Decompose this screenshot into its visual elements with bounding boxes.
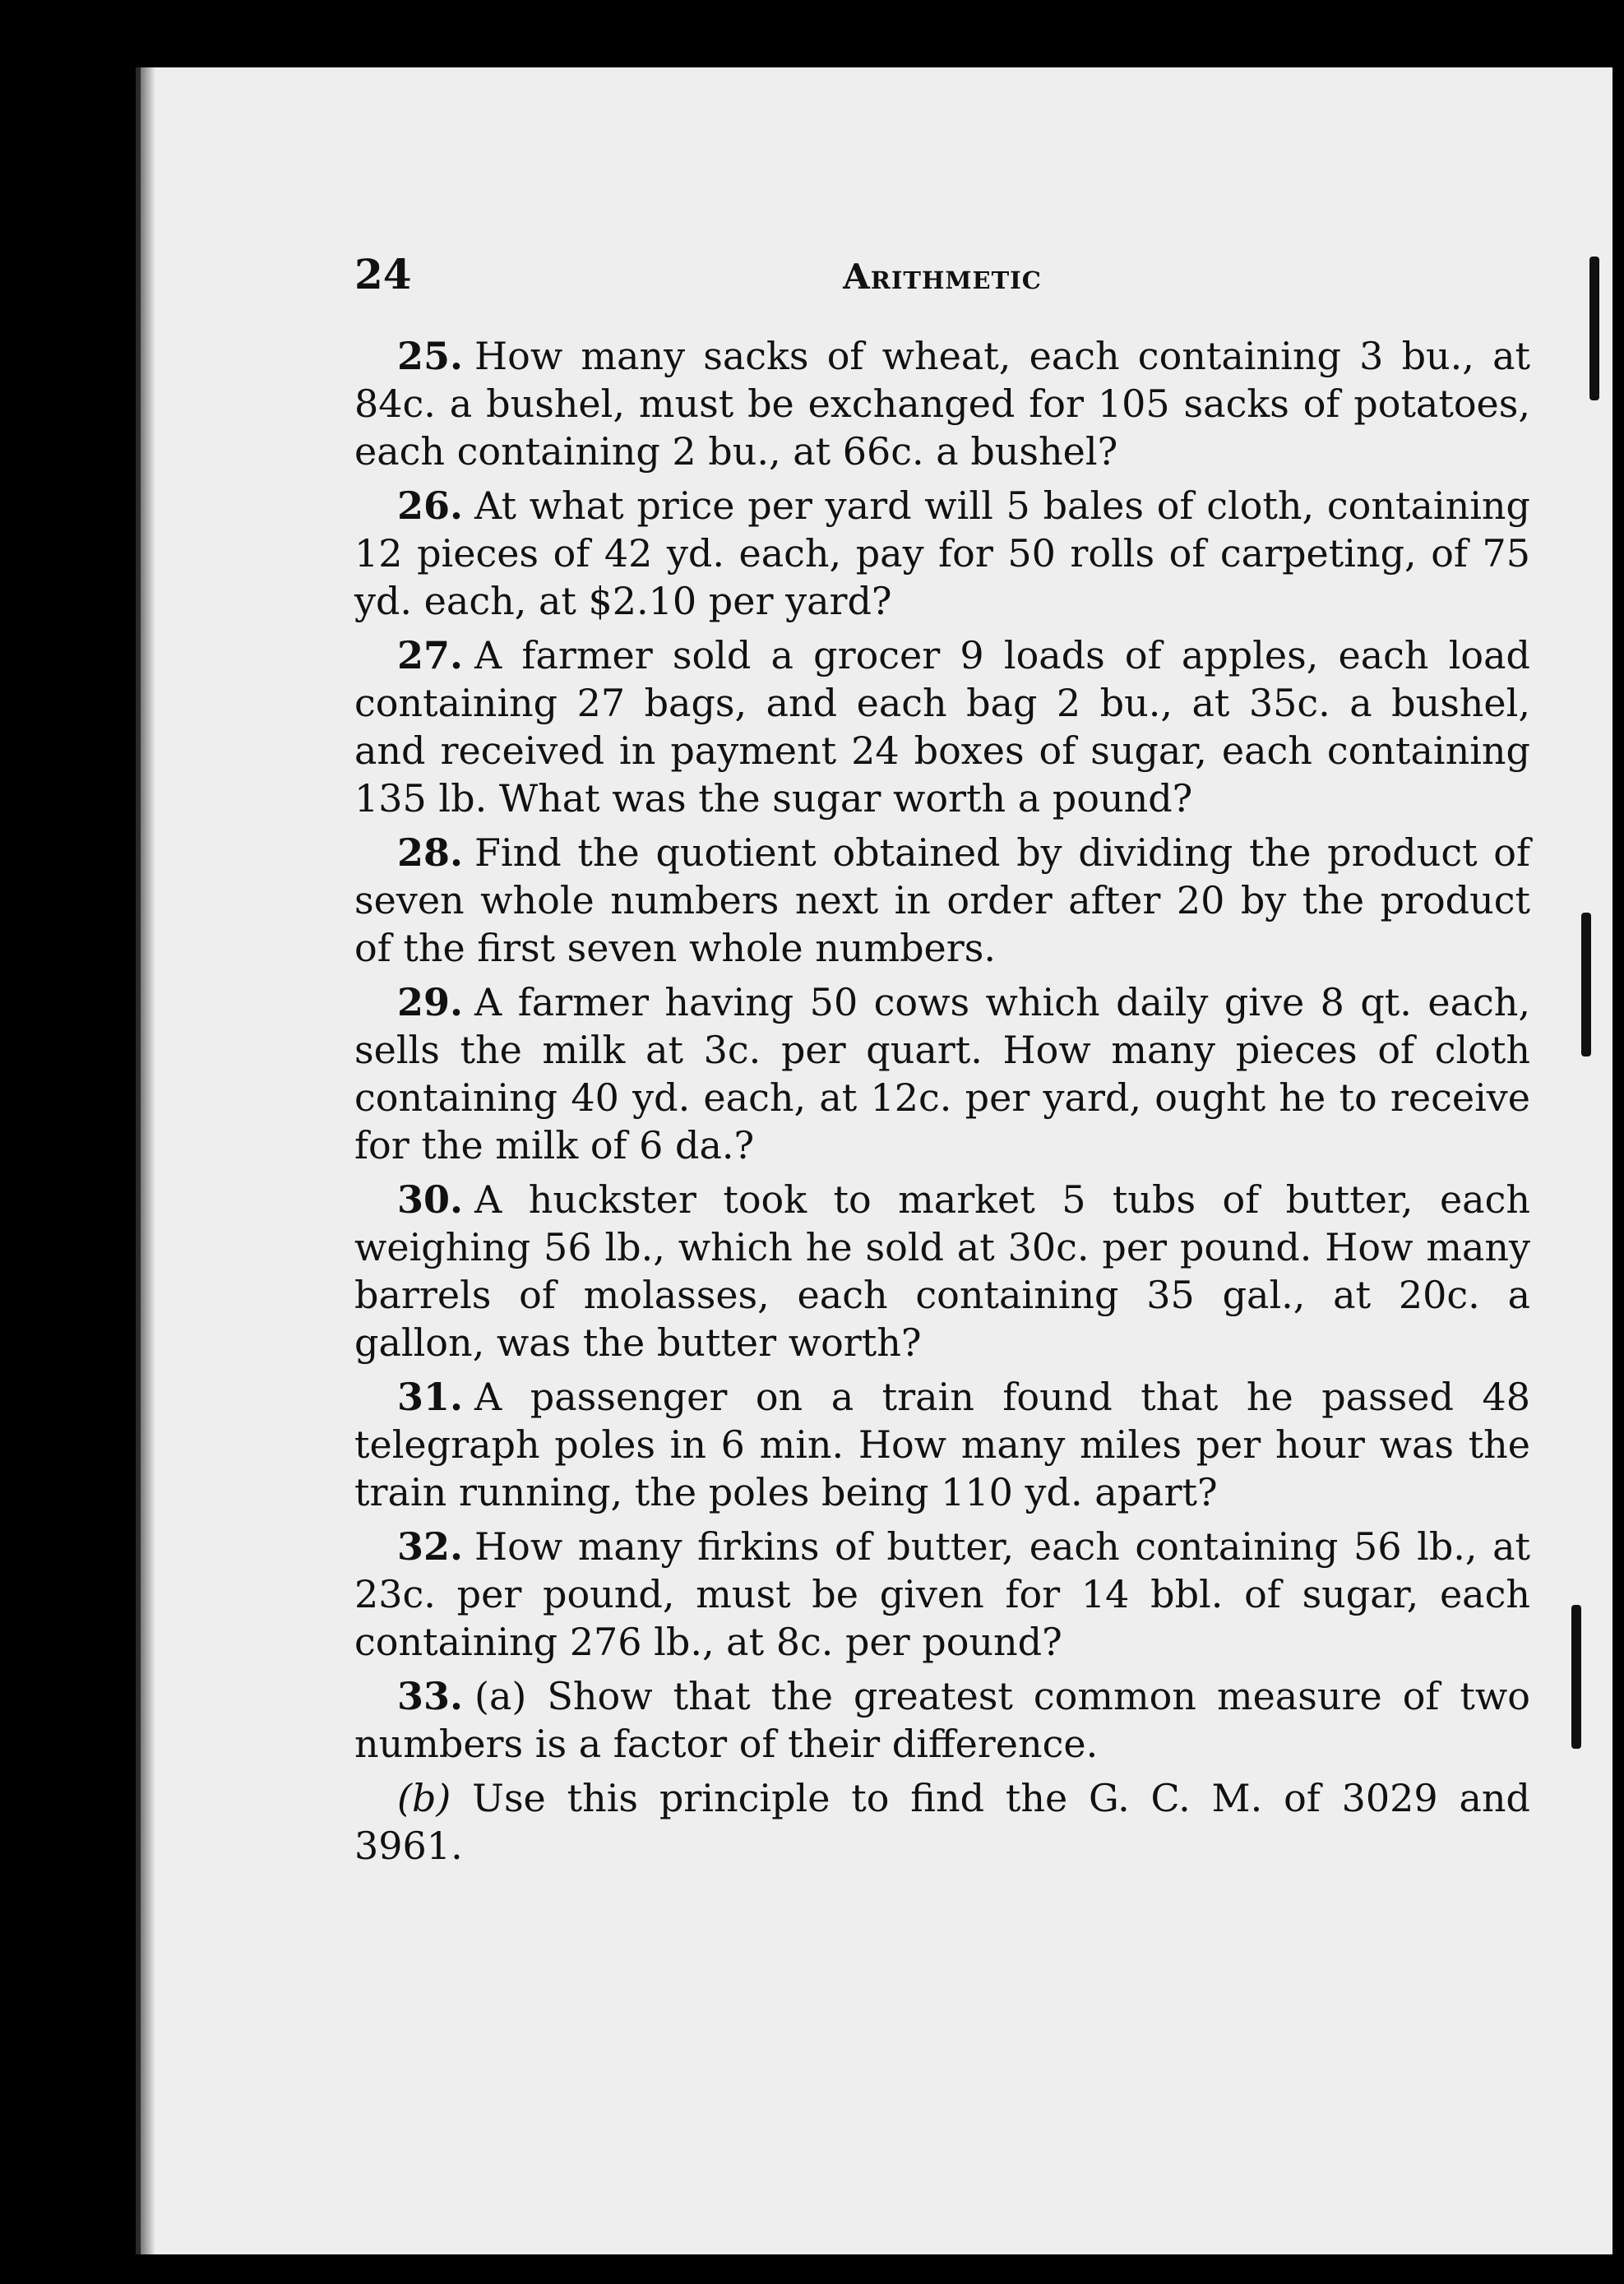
problem-text: How many firkins of butter, each containing 56 lb., at 23c. per pound, must be given for 14 bbl. of sugar, each containing 276 lb., at 8c. per pound? <box>354 1524 1530 1664</box>
problem-text: A huckster took to market 5 tubs of butter, each weighing 56 lb., which he sold at 30c. per pound. How many barrels of molasses, each containing 35 gal., at 20c. a gallon, was the butter worth? <box>354 1177 1530 1365</box>
problem-number: 31. <box>397 1375 464 1419</box>
scan-mark-3 <box>1571 1605 1581 1749</box>
problem-31 <box>354 1373 1530 1516</box>
running-head <box>354 250 1530 332</box>
problem-26 <box>354 482 1530 625</box>
problem-number: 32. <box>397 1524 464 1569</box>
page-gutter-shadow <box>141 67 155 2254</box>
problem-number: 29. <box>397 980 464 1024</box>
problem-30 <box>354 1176 1530 1366</box>
running-title: Arithmetic <box>843 257 1042 297</box>
problem-32 <box>354 1523 1530 1666</box>
problem-text: A passenger on a train found that he passed 48 telegraph poles in 6 min. How many miles per hour was the train running, the poles being 110 yd. apart? <box>354 1375 1530 1514</box>
problem-text: (a) Show that the greatest common measure of two numbers is a factor of their difference. <box>354 1674 1530 1766</box>
problem-number: 28. <box>397 830 464 875</box>
problem-29 <box>354 978 1530 1169</box>
problem-33b <box>354 1774 1530 1870</box>
problem-28 <box>354 829 1530 972</box>
problem-27 <box>354 631 1530 822</box>
problem-number: 25. <box>397 334 464 378</box>
problem-33a <box>354 1672 1530 1768</box>
scan-mark-2 <box>1581 913 1591 1056</box>
page-text <box>354 250 1530 1876</box>
problem-text: Find the quotient obtained by dividing the product of seven whole numbers next in order after 20 by the product of the first seven whole numbers. <box>354 830 1530 970</box>
book-page <box>136 67 1612 2254</box>
problem-number: 27. <box>397 633 464 677</box>
problem-text: A farmer having 50 cows which daily give 8 qt. each, sells the milk at 3c. per quart. How many pieces of cloth containing 40 yd. each, at 12c. per yard, ought he to receive for the milk of 6 da.? <box>354 980 1530 1167</box>
problem-text: How many sacks of wheat, each containing 3 bu., at 84c. a bushel, must be exchanged for 105 sacks of potatoes, each containing 2 bu., at 66c. a bushel? <box>354 334 1530 474</box>
problem-text: At what price per yard will 5 bales of cloth, containing 12 pieces of 42 yd. each, pay for 50 rolls of carpeting, of 75 yd. each, at $2.10 per yard? <box>354 483 1530 623</box>
scan-mark-1 <box>1589 257 1599 400</box>
problem-text: A farmer sold a grocer 9 loads of apples, each load containing 27 bags, and each bag 2 bu., at 35c. a bushel, and received in payment 24 boxes of sugar, each containing 135 lb. What was the sugar worth a pound? <box>354 633 1530 821</box>
problem-number: 33. <box>397 1674 464 1718</box>
problem-number: 30. <box>397 1177 464 1222</box>
problem-number: 26. <box>397 483 464 528</box>
problem-25 <box>354 332 1530 475</box>
problem-sub-label: (b) <box>397 1776 451 1820</box>
page-number: 24 <box>354 250 412 298</box>
problem-text: Use this principle to find the G. C. M. of 3029 and 3961. <box>354 1776 1530 1868</box>
